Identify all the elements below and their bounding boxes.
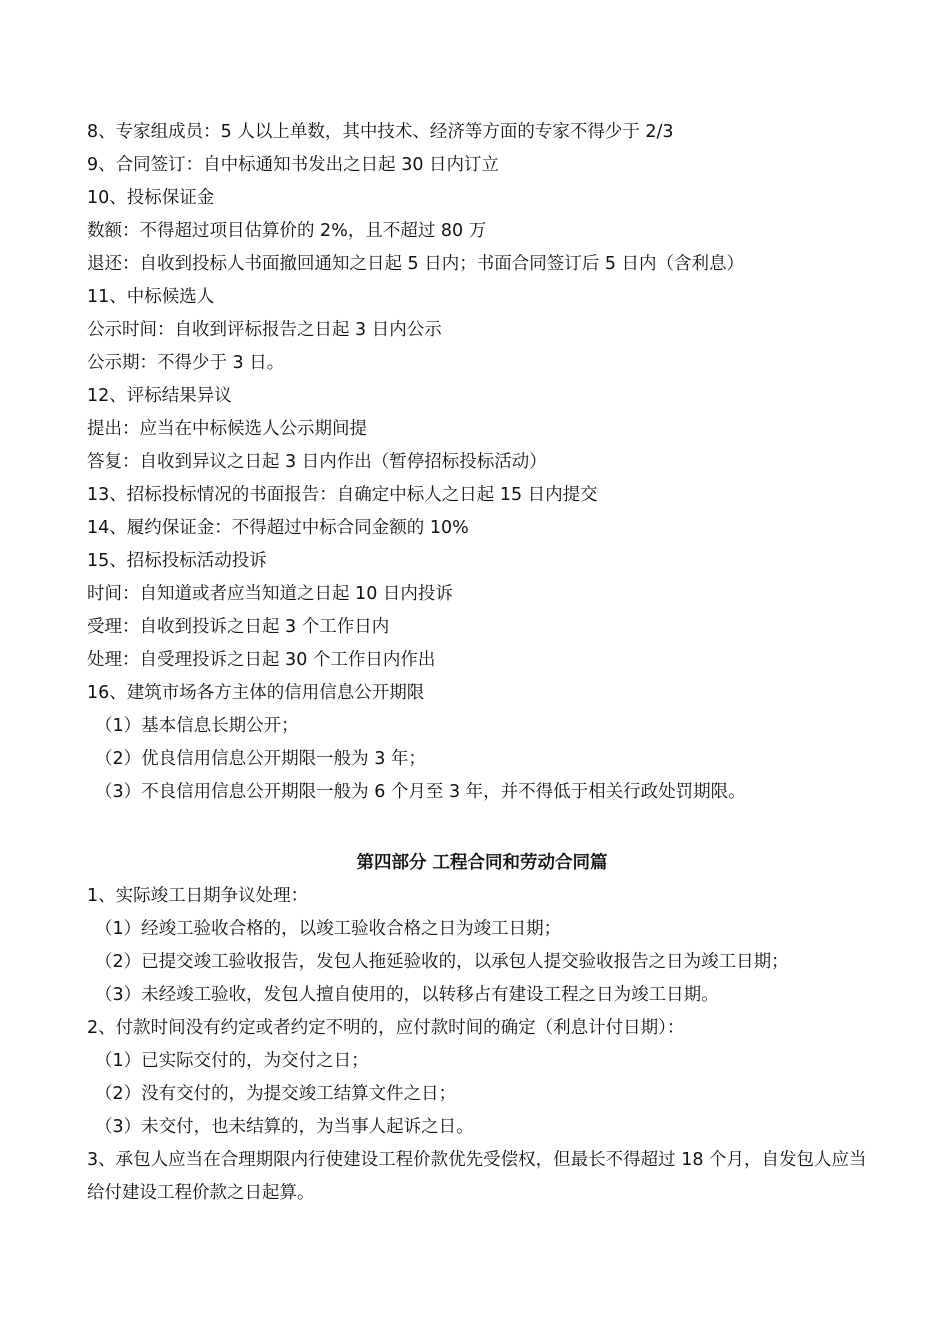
text-line: （1）已实际交付的，为交付之日； [95, 1051, 369, 1071]
text-line: （2）已提交竣工验收报告，发包人拖延验收的，以承包人提交验收报告之日为竣工日期； [95, 952, 789, 972]
text-line: （3）不良信用信息公开期限一般为 6 个月至 3 年，并不得低于相关行政处罚期限。 [95, 782, 746, 802]
text-line: 9、合同签订：自中标通知书发出之日起 30 日内订立 [87, 155, 500, 175]
text-line: 时间：自知道或者应当知道之日起 10 日内投诉 [87, 584, 453, 604]
text-line: （1）基本信息长期公开； [95, 716, 299, 736]
text-line: 处理：自受理投诉之日起 30 个工作日内作出 [87, 650, 436, 670]
text-line: 2、付款时间没有约定或者约定不明的，应付款时间的确定（利息计付日期）： [87, 1018, 685, 1038]
text-line: 10、投标保证金 [87, 188, 215, 208]
text-line: 14、履约保证金：不得超过中标合同金额的 10% [87, 518, 469, 538]
text-line: 答复：自收到异议之日起 3 日内作出（暂停招标投标活动） [87, 452, 547, 472]
text-line: （3）未交付，也未结算的，为当事人起诉之日。 [95, 1117, 474, 1137]
text-line: （1）经竣工验收合格的，以竣工验收合格之日为竣工日期； [95, 919, 562, 939]
text-line: 数额：不得超过项目估算价的 2%，且不超过 80 万 [87, 221, 487, 241]
text-line: 13、招标投标情况的书面报告：自确定中标人之日起 15 日内提交 [87, 485, 598, 505]
text-line: 3、承包人应当在合理期限内行使建设工程价款优先受偿权，但最长不得超过 18 个月，自发包人应当给付建设工程价款之日起算。 [87, 1150, 867, 1203]
text-line: 公示时间：自收到评标报告之日起 3 日内公示 [87, 320, 442, 340]
section-4-body [87, 880, 877, 1210]
text-line: 提出：应当在中标候选人公示期间提 [87, 419, 367, 439]
text-line: 15、招标投标活动投诉 [87, 551, 267, 571]
section-4-title: 第四部分 工程合同和劳动合同篇 [356, 853, 608, 873]
section-gap [87, 809, 877, 847]
text-line: 8、专家组成员：5 人以上单数，其中技术、经济等方面的专家不得少于 2/3 [87, 122, 674, 142]
text-line: 退还：自收到投标人书面撤回通知之日起 5 日内；书面合同签订后 5 日内（含利息） [87, 254, 745, 274]
section-3-tail [87, 116, 877, 809]
text-line: 12、评标结果异议 [87, 386, 232, 406]
text-line: 受理：自收到投诉之日起 3 个工作日内 [87, 617, 390, 637]
text-line: （3）未经竣工验收，发包人擅自使用的，以转移占有建设工程之日为竣工日期。 [95, 985, 719, 1005]
text-line: 11、中标候选人 [87, 287, 215, 307]
text-line: （2）优良信用信息公开期限一般为 3 年； [95, 749, 426, 769]
text-line: 16、建筑市场各方主体的信用信息公开期限 [87, 683, 425, 703]
text-line: （2）没有交付的，为提交竣工结算文件之日； [95, 1084, 457, 1104]
text-line: 1、实际竣工日期争议处理： [87, 886, 309, 906]
text-line: 公示期：不得少于 3 日。 [87, 353, 285, 373]
document-page [87, 116, 877, 1210]
